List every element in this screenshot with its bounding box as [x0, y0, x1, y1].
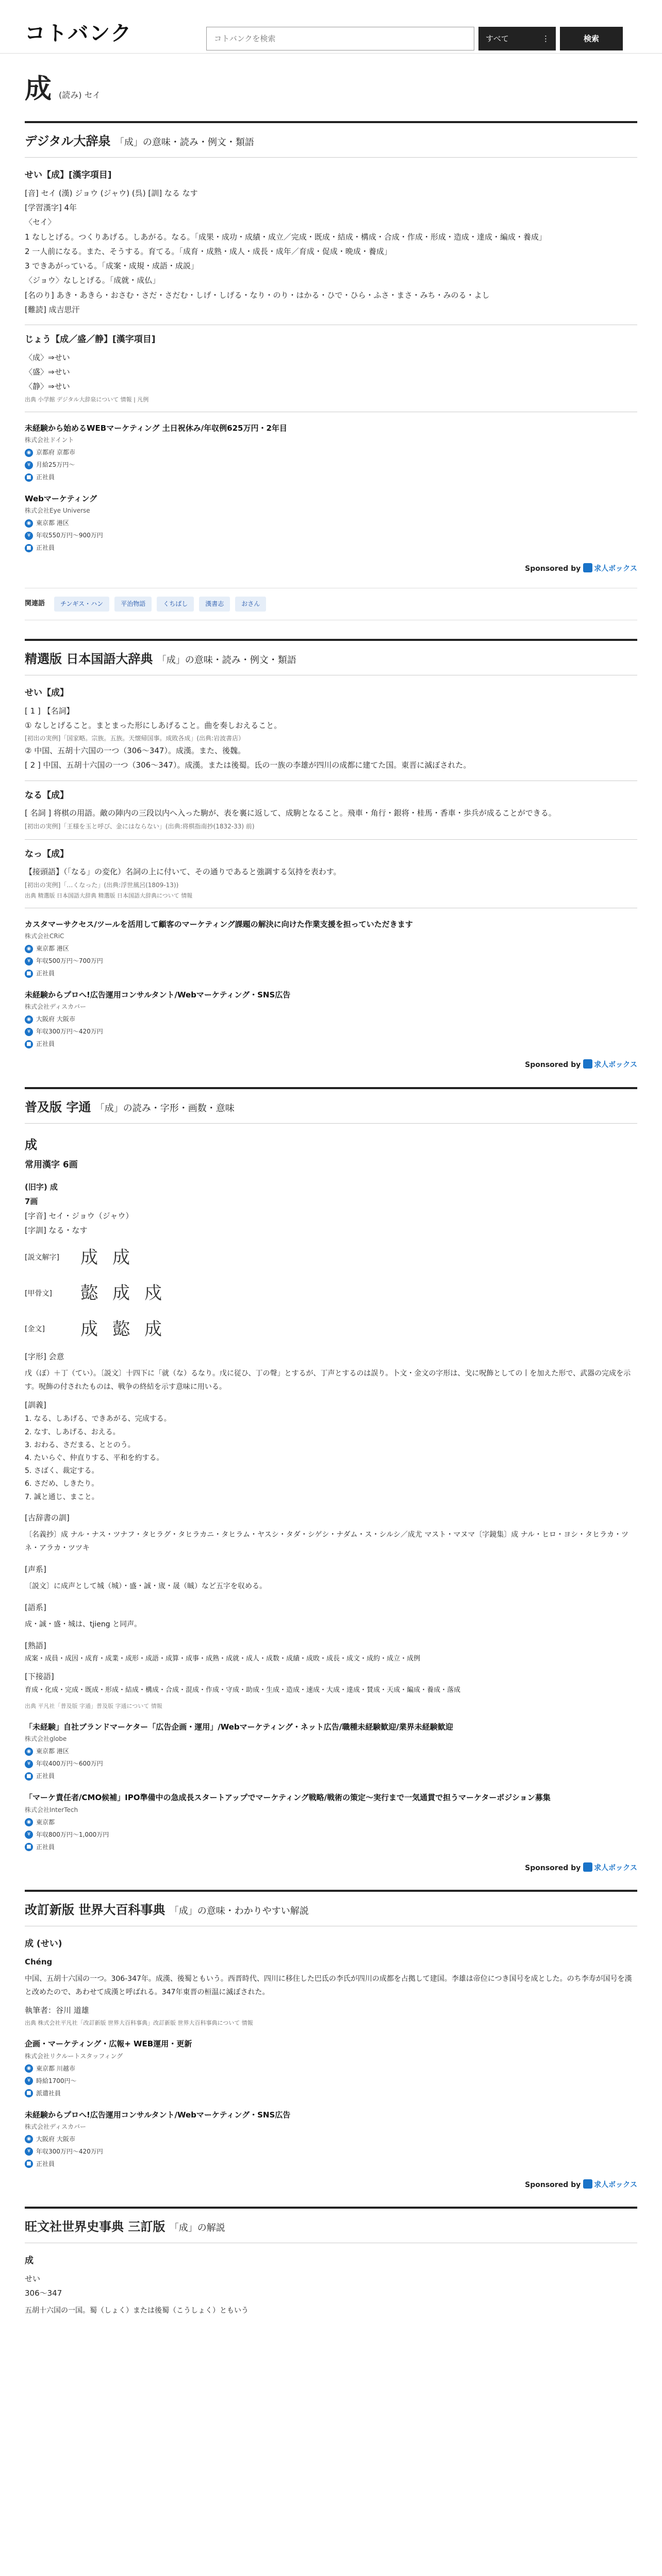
kanji-grade: 常用漢字 6画 — [25, 1159, 78, 1170]
entry-line: ① なしとげること。まとまった形にしあげること。曲を奏しおえること。 — [25, 720, 282, 730]
glyph-row-shuowen — [25, 1243, 637, 1274]
entry-line: [学習漢字] 4年 — [25, 203, 77, 213]
subsection-heading: [熟語] — [25, 1641, 46, 1651]
job-pay: 年収300万円〜420万円 — [36, 1028, 103, 1036]
job-title[interactable]: 「マーケ責任者/CMO候補」IPO準備中の急成長スタートアップでマーケティング戦略/戦術の策定〜実行まで一気通貫で担うマーケターポジション募集 — [25, 1793, 551, 1803]
job-company: 株式会社ドイント — [25, 436, 74, 444]
briefcase-icon: ■ — [25, 2160, 33, 2168]
ancient-glyph-image: 成 — [112, 1247, 130, 1268]
ancient-glyph-image: 戍 — [144, 1283, 162, 1304]
subsection-heading: [訓義] — [25, 1400, 46, 1410]
job-location: 東京都 — [36, 1818, 55, 1826]
related-chip[interactable]: チンギス・ハン — [54, 597, 109, 612]
subsection-heading: [下接語] — [25, 1672, 54, 1682]
jobbox-logo-icon — [583, 1059, 592, 1069]
job-type: 正社員 — [36, 1040, 55, 1048]
section-title — [25, 121, 637, 158]
entry-line: 〈セイ〉 — [25, 217, 56, 227]
briefcase-icon: ■ — [25, 544, 33, 552]
sponsor-brand[interactable]: 求人ボックス — [594, 565, 637, 573]
job-location: 大阪府 大阪市 — [36, 1015, 75, 1023]
entry-line: 1 なしとげる。つくりあげる。しあがる。なる。「成果・成功・成績・成立／完成・既成・結成・構成・合成・作成・形成・造成・達成・編成・養成」 — [25, 232, 547, 242]
subsection-heading: [古辞書の訓] — [25, 1513, 70, 1522]
location-icon: ◉ — [25, 1818, 33, 1826]
ancient-glyph-image: 成 — [80, 1247, 98, 1268]
job-type: 正社員 — [36, 1772, 55, 1780]
entry-headword: なる【成】 — [25, 790, 69, 801]
entry-headword: 成 (せい) — [25, 1939, 62, 1950]
meaning-item: 7. 誠と通じ、まこと。 — [25, 1493, 99, 1501]
location-icon: ◉ — [25, 449, 33, 457]
sponsor-brand[interactable]: 求人ボックス — [594, 1061, 637, 1070]
meaning-item: 1. なる、しあげる、できあがる、完成する。 — [25, 1415, 171, 1423]
cross-ref-link[interactable]: 〈静〉⇒せい — [25, 382, 70, 392]
meaning-item: 6. さだめ、しきたり。 — [25, 1480, 99, 1488]
sponsor-label: Sponsored by — [525, 2180, 581, 2189]
location-icon: ◉ — [25, 1015, 33, 1024]
section-title — [25, 1890, 637, 1926]
job-title[interactable]: 未経験からプロへ!広告運用コンサルタント/Webマーケティング・SNS広告 — [25, 2110, 291, 2120]
site-header — [0, 0, 662, 54]
entry-reading: (読み) セイ — [59, 90, 101, 100]
job-type: 正社員 — [36, 2160, 55, 2167]
related-terms — [25, 588, 637, 620]
entry-headword: なっ【成】 — [25, 849, 69, 859]
glyph-label: [説文解字] — [25, 1253, 59, 1262]
job-location: 東京都 川越市 — [36, 2064, 75, 2072]
section-title-main: 精選版 日本国語大辞典 — [25, 651, 153, 666]
sponsor-label: Sponsored by — [525, 1863, 581, 1872]
job-title[interactable]: 未経験から始めるWEBマーケティング 土日祝休み/年収例625万円・2年目 — [25, 423, 287, 433]
entry-word: 成 — [25, 73, 52, 105]
yen-icon: ¥ — [25, 1028, 33, 1036]
sponsor-brand[interactable]: 求人ボックス — [594, 2180, 637, 2189]
yen-icon: ¥ — [25, 461, 33, 469]
cross-ref-link[interactable]: 〈成〉⇒せい — [25, 352, 70, 362]
section-title-sub: 「成」の意味・読み・例文・類語 — [157, 654, 296, 666]
job-location: 東京都 港区 — [36, 1748, 69, 1755]
subsection-body: 〔名義抄〕成 ナル・ナス・ツナフ・タヒラグ・タヒラカニ・タヒラム・ヤスシ・タダ・シゲシ・ナダム・ス・シルシ／成尤 マスト・マヌマ〔字鏡集〕成 ナル・ヒロ・ヨシ・タヒラカ・ツネ・アラカ・ツツキ — [25, 1531, 629, 1552]
entry-headword: 成 — [25, 2256, 34, 2266]
job-company: 株式会社Eye Universe — [25, 507, 90, 515]
entry-headword: じょう【成／盛／静】[漢字項目] — [25, 334, 156, 345]
entry-body: 中国、五胡十六国の一つ。306-347年。成漢、後蜀ともいう。西晋時代、四川に移住した巴氐の李氏が四川の成都を占拠して建国。李雄は帝位につき国号を成とした。のち李寿が国号を漢と改めたので、あわせて成漢と呼ばれる。347年東晋の桓温に滅ぼされた。 — [25, 1975, 632, 1996]
old-form-label: (旧字) 成 — [25, 1182, 58, 1192]
location-icon: ◉ — [25, 2064, 33, 2073]
job-type: 正社員 — [36, 473, 55, 481]
glyph-row-jiagu — [25, 1278, 637, 1309]
compound-list: 育成・化成・完成・既成・形成・結成・構成・合成・混成・作成・守成・助成・生成・造成・速成・大成・達成・賛成・天成・編成・養成・落成 — [25, 1686, 461, 1694]
subsection-heading: [語系] — [25, 1602, 46, 1612]
section-title — [25, 639, 637, 675]
author-line: 執筆者：谷川 道雄 — [25, 2005, 89, 2015]
job-type: 正社員 — [36, 970, 55, 977]
section-title — [25, 2207, 637, 2243]
job-location: 大阪府 大阪市 — [36, 2135, 75, 2143]
chevron-down-icon: ⋮ — [542, 34, 550, 43]
job-location: 東京都 港区 — [36, 945, 69, 953]
related-chip[interactable]: 漢書志 — [199, 597, 230, 612]
dictionary-section-nikkoku — [25, 639, 637, 1072]
entry-line: 3 できあがっている。「成案・成規・成語・成説」 — [25, 261, 198, 271]
job-title[interactable]: 「未経験」自社ブランドマーケター「広告企画・運用」/Webマーケティング・ネット広告/職種未経験歓迎/業界未経験歓迎 — [25, 1722, 453, 1732]
glyph-row-jinwen — [25, 1314, 637, 1345]
dictionary-section-heibonsha — [25, 1890, 637, 2191]
job-pay: 年収400万円〜600万円 — [36, 1760, 103, 1768]
example-line: [初出の実例]「国家略。宗族。五族。天懐帰国事。成敗各成」(出典:岩波書店） — [25, 735, 245, 742]
subsection-heading: [字形] 会意 — [25, 1352, 64, 1362]
entry-block — [25, 847, 637, 908]
section-title-sub: 「成」の意味・読み・例文・類語 — [114, 137, 254, 148]
dictionary-section-daijisen — [25, 121, 637, 620]
job-title[interactable]: Webマーケティング — [25, 494, 97, 504]
search-scope-select[interactable] — [478, 27, 556, 50]
sponsor-line — [25, 2179, 637, 2192]
yen-icon: ¥ — [25, 2077, 33, 2085]
meaning-item: 3. おわる、さだまる、ととのう。 — [25, 1440, 135, 1449]
job-company: 株式会社ディスカバー — [25, 1003, 87, 1011]
job-title[interactable]: 未経験からプロへ!広告運用コンサルタント/Webマーケティング・SNS広告 — [25, 990, 291, 1000]
entry-line: 【接頭語】（「なる」の変化）名詞の上に付いて、その通りであると強調する気持を表わす。 — [25, 867, 341, 877]
stroke-count: 7画 — [25, 1196, 38, 1206]
job-pay: 年収500万円〜700万円 — [36, 957, 103, 965]
job-ad[interactable] — [25, 1791, 637, 1852]
kanji-headword: 成 — [25, 1137, 37, 1152]
related-chip[interactable]: くちばし — [157, 597, 194, 612]
yen-icon: ¥ — [25, 532, 33, 540]
sponsor-label: Sponsored by — [525, 1061, 581, 1070]
job-pay: 年収550万円〜900万円 — [36, 532, 103, 539]
entry-line: 〈ジョウ〉なしとげる。「成就・成仏」 — [25, 276, 160, 285]
ancient-glyph-image: 成 — [80, 1318, 98, 1340]
job-type: 派遣社員 — [36, 2089, 61, 2097]
entry-line: ② 中国、五胡十六国の一つ（306〜347）。成漢。また、後魏。 — [25, 746, 245, 756]
entry-header — [25, 74, 637, 104]
source-note: 出典 小学館 デジタル大辞泉について 情報 | 凡例 — [25, 396, 149, 403]
section-title-main: 旺文社世界史事典 三訂版 — [25, 2219, 166, 2234]
location-icon: ◉ — [25, 945, 33, 953]
job-pay: 年収800万円〜1,000万円 — [36, 1831, 109, 1838]
job-company: 株式会社globe — [25, 1735, 67, 1743]
section-title-main: 普及版 字通 — [25, 1099, 91, 1114]
yen-icon: ¥ — [25, 957, 33, 965]
job-pay: 月給25万円〜 — [36, 461, 75, 469]
sponsor-line — [25, 563, 637, 575]
on-reading: [字音] セイ・ジョウ（ジャウ） — [25, 1211, 134, 1221]
entry-line: [名のり] あき・あきら・おさむ・さだ・さだむ・しげ・しげる・なり・のり・はかる・ひで・ひら・ふさ・まさ・みち・みのる・よし — [25, 290, 490, 300]
source-note: 出典 株式会社平凡社「改訂新版 世界大百科事典」改訂新版 世界大百科事典について 情報 — [25, 2020, 253, 2027]
entry-headword: せい【成】[漢字項目] — [25, 170, 112, 181]
location-icon: ◉ — [25, 519, 33, 528]
sponsor-brand[interactable]: 求人ボックス — [594, 1863, 637, 1872]
briefcase-icon: ■ — [25, 1040, 33, 1048]
briefcase-icon: ■ — [25, 970, 33, 978]
job-pay: 年収300万円〜420万円 — [36, 2147, 103, 2155]
meaning-item: 5. さばく、裁定する。 — [25, 1467, 99, 1476]
sponsor-line — [25, 1059, 637, 1072]
compound-list: 成案・成員・成因・成育・成業・成形・成語・成算・成事・成熟・成就・成人・成数・成績・成敗・成長・成文・成約・成立・成例 — [25, 1655, 421, 1663]
sponsor-label: Sponsored by — [525, 565, 581, 573]
job-type: 正社員 — [36, 544, 55, 552]
jobbox-logo-icon — [583, 563, 592, 572]
job-ad[interactable] — [25, 1720, 637, 1782]
dictionary-section-jitsu — [25, 1087, 637, 1874]
job-ad[interactable] — [25, 421, 637, 483]
jobbox-logo-icon — [583, 2179, 592, 2189]
subsection-body: 成・誠・盛・城は、tjieng と同声。 — [25, 1620, 142, 1629]
glyph-label: [金文] — [25, 1325, 45, 1334]
subsection-body: 〔説文〕に成声として城（城）・盛・誠・宬・晟（晠）など五字を収める。 — [25, 1582, 267, 1591]
subsection-body: 戊（ぼ）＋丁（てい）。〔説文〕十四下に「就（な）るなり。戊に従ひ、丁の聲」とするが、丁声とするのは誤り。卜文・金文の字形は、戈に呪飾としての丨を加えた形で、武器の完成を示す。呪飾の付されたものは、戦争の終結を示す意味に用いる。 — [25, 1369, 631, 1392]
entry-line: [難読] 成吉思汗 — [25, 304, 80, 314]
job-company: 株式会社InterTech — [25, 1806, 78, 1814]
source-note: 出典 平凡社「普及版 字通」普及版 字通について 情報 — [25, 1702, 162, 1709]
job-ad[interactable] — [25, 2108, 637, 2170]
location-icon: ◉ — [25, 2135, 33, 2143]
job-company: 株式会社リクルートスタッフィング — [25, 2052, 123, 2060]
entry-block — [25, 788, 637, 840]
site-logo[interactable]: コトバンク — [25, 22, 133, 45]
location-icon: ◉ — [25, 1748, 33, 1756]
entry-line: [ 1 ] 【名詞】 — [25, 706, 74, 716]
job-ad[interactable] — [25, 988, 637, 1049]
example-line: [初出の実例]「…くなった」(出典:浮世風呂(1809-13)) — [25, 881, 179, 889]
kun-reading: [字訓] なる・なす — [25, 1226, 88, 1235]
briefcase-icon: ■ — [25, 1772, 33, 1781]
example-line: [初出の実例]「王様を玉と呼び、金にはならない」(出典:将棋指南抄(1832-33) 前) — [25, 822, 255, 830]
yen-icon: ¥ — [25, 1760, 33, 1768]
job-ad[interactable] — [25, 2037, 637, 2098]
yen-icon: ¥ — [25, 2147, 33, 2156]
related-chip[interactable]: 平治物語 — [114, 597, 152, 612]
subsection-heading: [声系] — [25, 1564, 46, 1574]
search-scope-label: すべて — [486, 34, 509, 43]
cross-ref-link[interactable]: 〈盛〉⇒せい — [25, 367, 70, 377]
section-title-sub: 「成」の読み・字形・画数・意味 — [95, 1103, 235, 1114]
meaning-item: 4. たいらぐ、仲直りする、平和を約する。 — [25, 1454, 164, 1463]
ancient-glyph-image: 㦤 — [112, 1318, 130, 1340]
job-company: 株式会社ディスカバー — [25, 2123, 87, 2130]
entry-reading-line: せい — [25, 2274, 41, 2284]
jobbox-logo-icon — [583, 1862, 592, 1872]
section-title-main: 改訂新版 世界大百科事典 — [25, 1903, 166, 1918]
section-title-main: デジタル大辞泉 — [25, 134, 111, 149]
source-note: 出典 精選版 日本国語大辞典 精選版 日本国語大辞典について 情報 — [25, 892, 193, 899]
entry-line: [ 2 ] 中国、五胡十六国の一つ（306〜347）。成漢。または後蜀。氐の一族の李雄が四川の成都に建てた国。東晋に滅ぼされた。 — [25, 760, 471, 770]
job-type: 正社員 — [36, 1843, 55, 1851]
sponsor-line — [25, 1862, 637, 1875]
job-title[interactable]: 企画・マーケティング・広報+ WEB運用・更新 — [25, 2039, 192, 2049]
related-label: 関連語 — [25, 600, 45, 608]
related-chip[interactable]: おさん — [235, 597, 266, 612]
ancient-glyph-image: 成 — [112, 1283, 130, 1304]
entry-body: 五胡十六国の一国。蜀（しょく）または後蜀（こうしょく）ともいう — [25, 2306, 249, 2315]
entry-years: 306〜347 — [25, 2289, 62, 2298]
section-title — [25, 1087, 637, 1124]
entry-block — [25, 168, 637, 325]
dictionary-section-obunsha — [25, 2207, 637, 2317]
entry-line: [ 名詞 ] 将棋の用語。敵の陣内の三段以内へ入った駒が、表を裏に返して、成駒となること。飛車・角行・銀将・桂馬・香車・歩兵が成ることができる。 — [25, 808, 556, 818]
ancient-glyph-image: 成 — [144, 1318, 162, 1340]
job-title[interactable]: カスタマーサクセス/ツールを活用して顧客のマーケティング課題の解決に向けた作業支援を担っていただきます — [25, 919, 413, 929]
ancient-glyph-image: 㦤 — [80, 1283, 98, 1304]
job-location: 東京都 港区 — [36, 519, 69, 527]
entry-block — [25, 332, 637, 412]
yen-icon: ¥ — [25, 1831, 33, 1839]
meaning-item: 2. なす、しあげる、おえる。 — [25, 1428, 120, 1436]
search-input[interactable] — [206, 27, 474, 50]
section-title-sub: 「成」の解説 — [169, 2223, 225, 2234]
entry-line: 2 一人前になる。また、そうする。育てる。「成育・成熟・成人・成長・成年／育成・促成・晩成・養成」 — [25, 246, 392, 256]
section-title-sub: 「成」の意味・わかりやすい解説 — [169, 1906, 309, 1917]
job-ad[interactable] — [25, 918, 637, 979]
briefcase-icon: ■ — [25, 2089, 33, 2097]
briefcase-icon: ■ — [25, 1843, 33, 1851]
briefcase-icon: ■ — [25, 473, 33, 482]
job-location: 京都府 京都市 — [36, 449, 75, 456]
entry-headword: せい【成】 — [25, 687, 69, 698]
job-pay: 時給1700円〜 — [36, 2077, 77, 2084]
search-button[interactable]: 検索 — [560, 27, 623, 50]
job-company: 株式会社CRiC — [25, 933, 64, 940]
entry-block — [25, 686, 637, 781]
job-ad[interactable] — [25, 492, 637, 553]
glyph-label: [甲骨文] — [25, 1289, 52, 1298]
romanization: Chéng — [25, 1957, 53, 1967]
entry-line: [音] セイ (漢) ジョウ (ジャウ) (呉) [訓] なる なす — [25, 188, 198, 198]
